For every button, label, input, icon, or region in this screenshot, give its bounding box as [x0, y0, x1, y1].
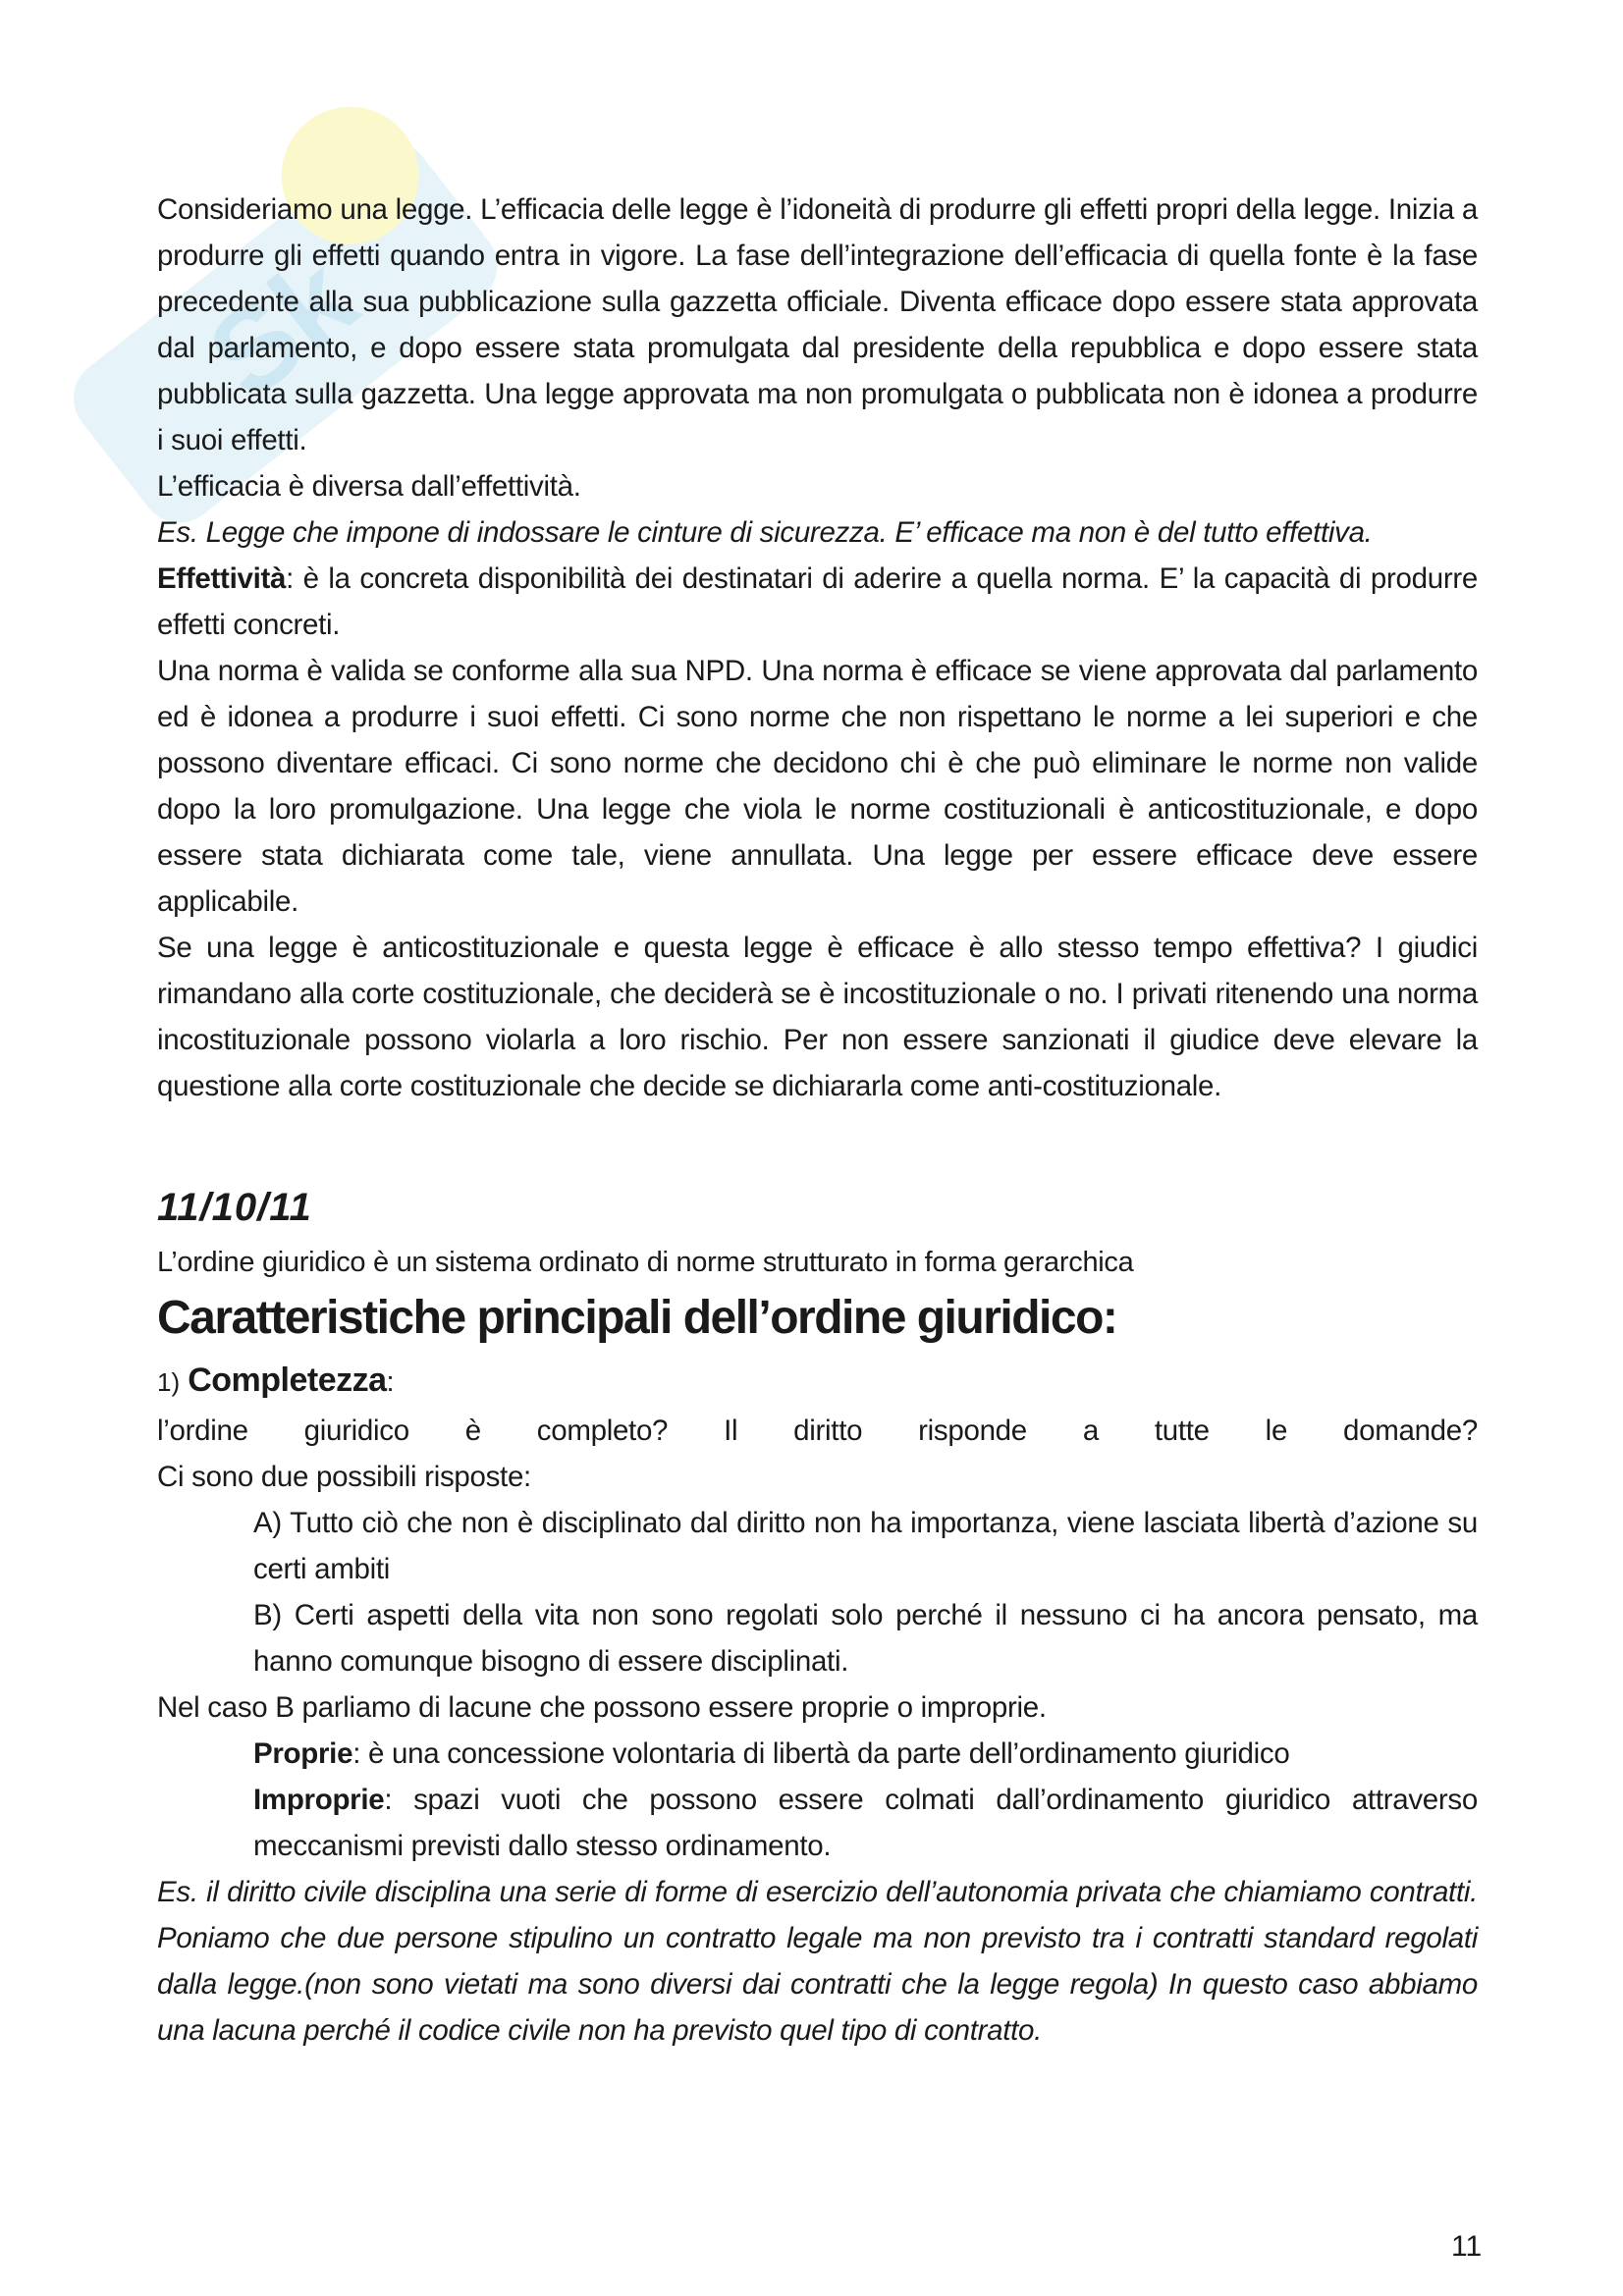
document-body: [157, 187, 1478, 2054]
paragraph-effettivita: [157, 556, 1478, 648]
term-improprie: Improprie: [253, 1784, 385, 1816]
page-number: 11: [1451, 2230, 1483, 2263]
svg-text:Sk: Sk: [184, 231, 380, 424]
subsection-completezza: [157, 1355, 1478, 1408]
lacune-proprie: [157, 1731, 1478, 1777]
subsection-title: Completezza: [188, 1362, 387, 1399]
answer-b: B) Certi aspetti della vita non sono regolati solo perché il nessuno ci ha ancora pensato, ma hanno comunque bisogno di essere disciplinati.: [253, 1599, 1478, 1678]
answer-a: A) Tutto ciò che non è disciplinato dal diritto non ha importanza, viene lasciata libertà d’azione su certi ambiti: [253, 1507, 1478, 1585]
definition-effettivita: : è la concreta disponibilità dei destinatari di aderire a quella norma. E’ la capacità di produrre effetti concreti.: [157, 562, 1478, 641]
ordine-giuridico-definition: L’ordine giuridico è un sistema ordinato di norme strutturato in forma gerarchica: [157, 1247, 1134, 1278]
lacune-intro: Nel caso B parliamo di lacune che possono essere proprie o improprie.: [157, 1691, 1047, 1724]
example-contratti: Es. il diritto civile disciplina una serie di forme di esercizio dell’autonomia privata che chiamiamo contratti. Poniamo che due persone stipulino un contratto legale ma non previsto tra i contratti standard regolati dalla legge.(non sono vietati ma sono diversi dai contratti che la legge regola) In questo caso abbiamo una lacuna perché il codice civile non ha previsto quel tipo di contratto.: [157, 1876, 1478, 2047]
section-date: 11/10/11: [157, 1186, 312, 1229]
paragraph-anticostituzionale: Se una legge è anticostituzionale e questa legge è efficace è allo stesso tempo effettiva? I giudici rimandano alla corte costituzionale, che deciderà se è incostituzionale o no. I privati ritenendo una norma incostituzionale possono violarla a loro rischio. Per non essere sanzionati il giudice deve elevare la questione alla corte costituzionale che decide se dichiararla come anti-costituzionale.: [157, 932, 1478, 1102]
paragraph-validita: Una norma è valida se conforme alla sua NPD. Una norma è efficace se viene approvata dal parlamento ed è idonea a produrre i suoi effetti. Ci sono norme che non rispettano le norme a lei superiori e che possono diventare efficaci. Ci sono norme che decidono chi è che può eliminare le norme non valide dopo la loro promulgazione. Una legge che viola le norme costituzionali è anticostituzionale, e dopo essere stata dichiarata come tale, viene annullata. Una legge per essere efficace deve essere applicabile.: [157, 655, 1478, 918]
paragraph-efficacia: Consideriamo una legge. L’efficacia delle legge è l’idoneità di produrre gli effetti propri della legge. Inizia a produrre gli effetti quando entra in vigore. La fase dell’integrazione dell’efficacia di quella fonte è la fase precedente alla sua pubblicazione sulla gazzetta officiale. Diventa efficace dopo essere stata approvata dal parlamento, e dopo essere stata promulgata dal presidente della repubblica e dopo essere stata pubblicata sulla gazzetta. Una legge approvata ma non promulgata o pubblicata non è idonea a produrre i suoi effetti.: [157, 193, 1478, 456]
term-proprie: Proprie: [253, 1737, 353, 1770]
subsection-suffix: :: [386, 1366, 395, 1398]
completezza-possible-answers: Ci sono due possibili risposte:: [157, 1461, 531, 1493]
term-effettivita: Effettività: [157, 562, 287, 595]
paragraph-efficacia-effettivita: L’efficacia è diversa dall’effettività.: [157, 470, 581, 503]
subsection-number: 1): [157, 1367, 181, 1397]
example-cinture: Es. Legge che impone di indossare le cinture di sicurezza. E’ efficace ma non è del tutto effettiva.: [157, 516, 1373, 549]
lacune-improprie: [157, 1777, 1478, 1869]
completezza-question: l’ordine giuridico è completo? Il diritto risponde a tutte le domande?: [157, 1415, 1478, 1447]
section-heading: Caratteristiche principali dell’ordine giuridico:: [157, 1292, 1117, 1344]
definition-proprie: : è una concessione volontaria di libertà da parte dell’ordinamento giuridico: [352, 1737, 1290, 1770]
definition-improprie: : spazi vuoti che possono essere colmati dall’ordinamento giuridico attraverso meccanismi previsti dallo stesso ordinamento.: [253, 1784, 1478, 1862]
